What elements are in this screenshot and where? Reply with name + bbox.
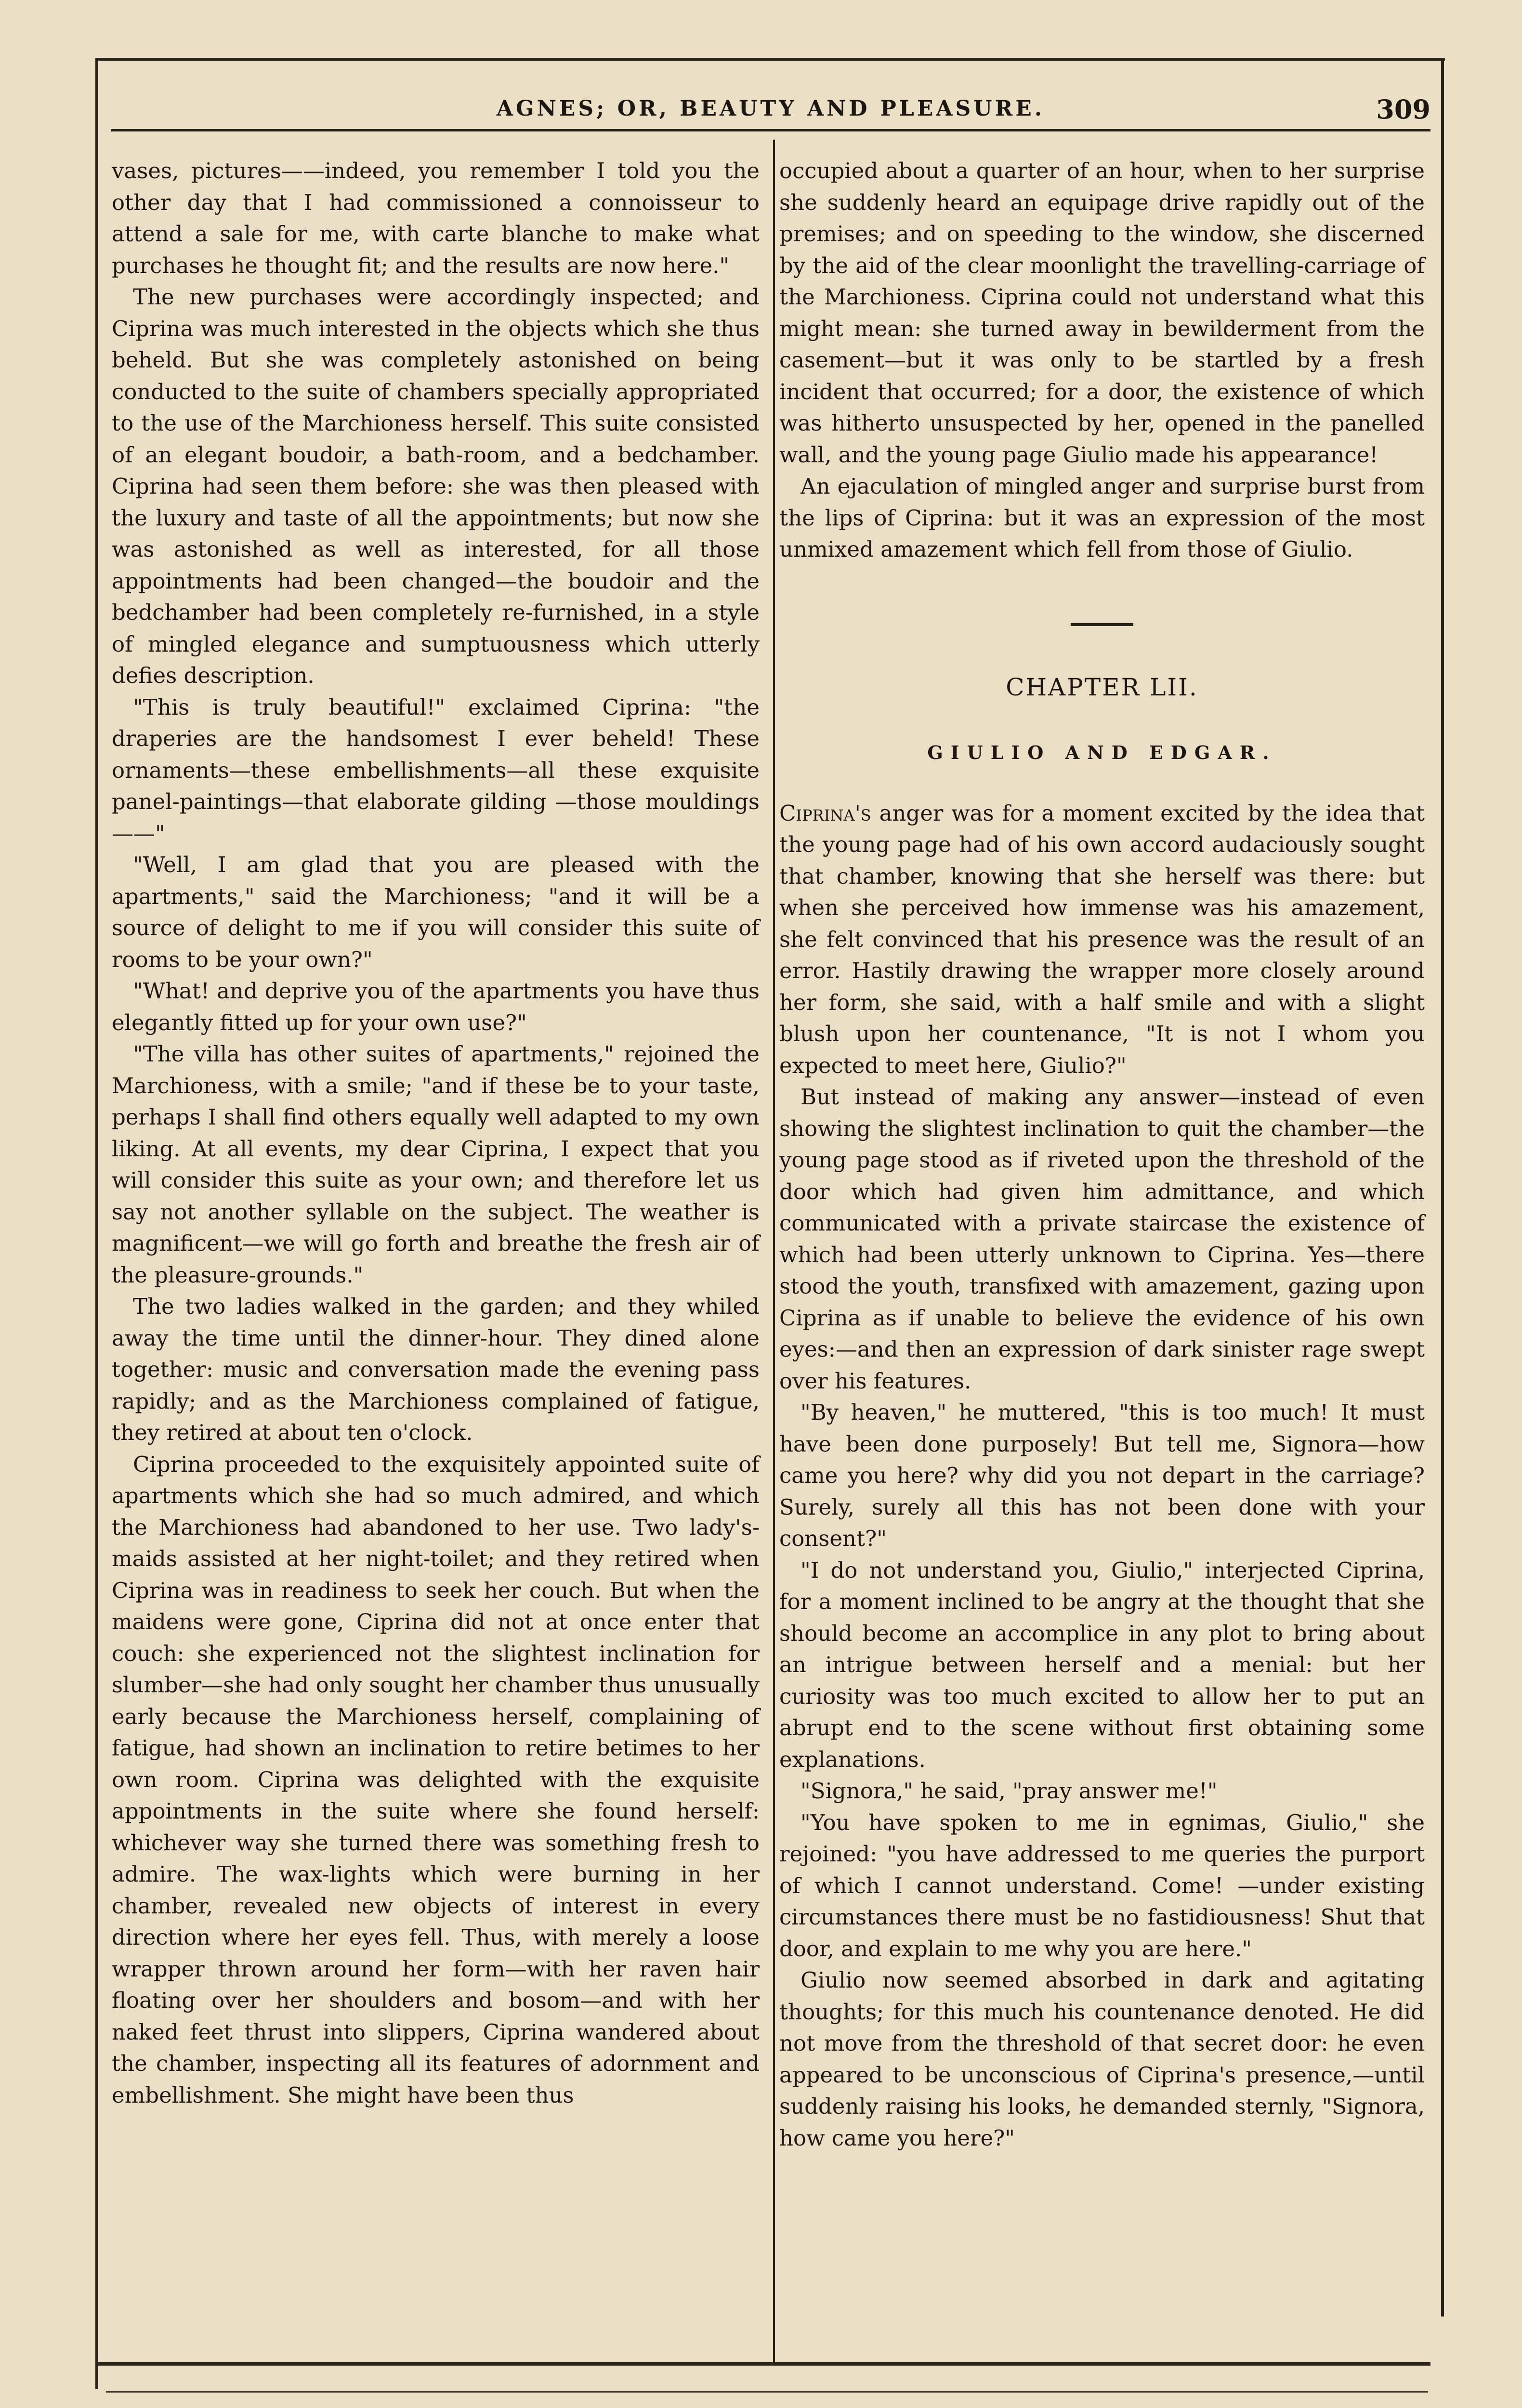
paragraph: The new purchases were accordingly inspected; and Ciprina was much interested in the objects which she thus beheld. But she was completely astonished on being conducted to the suite of chambers specially appropriated to the use of the Marchioness herself. This suite consisted of an elegant boudoir, a bath-room, and a bedchamber. Ciprina had seen them before: she was then pleased with the luxury and taste of all the appointments; but now she was astonished as well as interested, for all those appointments had been changed—the boudoir and the bedchamber had been completely re-furnished, in a style of mingled elegance and sumptuousness which utterly defies description.: [112, 284, 760, 688]
paragraph: An ejaculation of mingled anger and surprise burst from the lips of Ciprina: but it was an expression of the most unmixed amazement which fell from those of Giulio.: [779, 473, 1425, 562]
paragraph: "You have spoken to me in egnimas, Giulio," she rejoined: "you have addressed to me queries the purport of which I cannot understand. Come! —under existing circumstances there must be no fastidiousness! Shut that door, and explain to me why you are here.": [779, 1809, 1425, 1962]
chapter-divider-rule: [1071, 623, 1133, 626]
frame-top-line: [96, 58, 1445, 61]
paragraph: "This is truly beautiful!" exclaimed Ciprina: "the draperies are the handsomest I ever beheld! These ornaments—these embellishments—all these exquisite panel-paintings—that elaborate gilding —those mouldings——": [112, 694, 760, 846]
bottom-rule-thin: [106, 2391, 1428, 2393]
frame-right-line: [1441, 58, 1444, 2316]
bottom-rule: [96, 2362, 1430, 2366]
page-number: 309: [1376, 94, 1430, 125]
chapter-first-word: Ciprina's: [779, 800, 871, 826]
column-divider: [773, 140, 775, 2365]
paragraph: "The villa has other suites of apartments," rejoined the Marchioness, with a smile; "and if these be to your taste, perhaps I shall find others equally well adapted to my own liking. At all events, my dear Ciprina, I expect that you will consider this suite as your own; and therefore let us say not another syllable on the subject. The weather is magnificent—we will go forth and breathe the fresh air of the pleasure-grounds.": [112, 1041, 760, 1288]
paragraph: occupied about a quarter of an hour, when to her surprise she suddenly heard an equipage drive rapidly out of the premises; and on speeding to the window, she discerned by the aid of the clear moonlight the travelling-carriage of the Marchioness. Ciprina could not understand what this might mean: she turned away in bewilderment from the casement—but it was only to be startled by a fresh incident that occurred; for a door, the existence of which was hitherto unsuspected by her, opened in the panelled wall, and the young page Giulio made his appearance!: [779, 158, 1425, 468]
paragraph: The two ladies walked in the garden; and they whiled away the time until the dinner-hour. They dined alone together: music and conversation made the evening pass rapidly; and as the Marchioness complained of fatigue, they retired at about ten o'clock.: [112, 1294, 760, 1445]
header-rule: [111, 129, 1430, 131]
left-column: [112, 155, 760, 2111]
paragraph: "Well, I am glad that you are pleased with the apartments," said the Marchioness; "and it will be a source of delight to me if you will consider this suite of rooms to be your own?": [112, 852, 760, 972]
chapter-title: CHAPTER LII.: [1006, 673, 1198, 701]
paragraph: "Signora," he said, "pray answer me!": [800, 1778, 1218, 1804]
paragraph: "What! and deprive you of the apartments you have thus elegantly fitted up for your own use?": [112, 978, 760, 1035]
chapter-opening-paragraph: [779, 798, 1425, 1082]
chapter-subtitle: GIULIO AND EDGAR.: [927, 742, 1277, 763]
running-title: AGNES; OR, BEAUTY AND PLEASURE.: [496, 96, 1045, 121]
paragraph-text: anger was for a moment excited by the idea that the young page had of his own accord audaciously sought that chamber, knowing that she herself was there: but when she perceived how immense was his amazement, she felt convinced that his presence was the result of an error. Hastily drawing the wrapper more closely around her form, she said, with a half smile and with a slight blush upon her countenance, "It is not I whom you expected to meet here, Giulio?": [779, 800, 1425, 1078]
paragraph: "By heaven," he muttered, "this is too much! It must have been done purposely! But tell me, Signora—how came you here? why did you not depart in the carriage? Surely, surely all this has not been done with your consent?": [779, 1400, 1425, 1551]
paragraph: Giulio now seemed absorbed in dark and agitating thoughts; for this much his countenance denoted. He did not move from the threshold of that secret door: he even appeared to be unconscious of Ciprina's presence,—until suddenly raising his looks, he demanded sternly, "Signora, how came you here?": [779, 1967, 1425, 2151]
frame-left-line: [95, 58, 98, 2389]
right-column: [779, 155, 1425, 2154]
paragraph: "I do not understand you, Giulio," interjected Ciprina, for a moment inclined to be angry at the thought that she should become an accomplice in any plot to bring about an intrigue between herself and a menial: but her curiosity was too much excited to allow her to put an abrupt end to the scene without first obtaining some explanations.: [779, 1557, 1425, 1772]
paragraph: Ciprina proceeded to the exquisitely appointed suite of apartments which she had so much admired, and which the Marchioness had abandoned to her use. Two lady's-maids assisted at her night-toilet; and they retired when Ciprina was in readiness to seek her couch. But when the maidens were gone, Ciprina did not at once enter that couch: she experienced not the slightest inclination for slumber—she had only sought her chamber thus unusually early because the Marchioness herself, complaining of fatigue, had shown an inclination to retire betimes to her own room. Ciprina was delighted with the exquisite appointments in the suite where she found herself: whichever way she turned there was something fresh to admire. The wax-lights which were burning in her chamber, revealed new objects of interest in every direction where her eyes fell. Thus, with merely a loose wrapper thrown around her form—with her raven hair floating over her shoulders and bosom—and with her naked feet thrust into slippers, Ciprina wandered about the chamber, inspecting all its features of adornment and embellishment. She might have been thus: [112, 1451, 760, 2108]
paragraph: vases, pictures——indeed, you remember I told you the other day that I had commissioned a connoisseur to attend a sale for me, with carte blanche to make what purchases he thought fit; and the results are now here.": [112, 158, 760, 278]
paragraph: But instead of making any answer—instead of even showing the slightest inclination to quit the chamber—the young page stood as if riveted upon the threshold of the door which had given him admittance, and which communicated with a private staircase the existence of which had been utterly unknown to Ciprina. Yes—there stood the youth, transfixed with amazement, gazing upon Ciprina as if unable to believe the evidence of his own eyes:—and then an expression of dark sinister rage swept over his features.: [779, 1084, 1425, 1394]
